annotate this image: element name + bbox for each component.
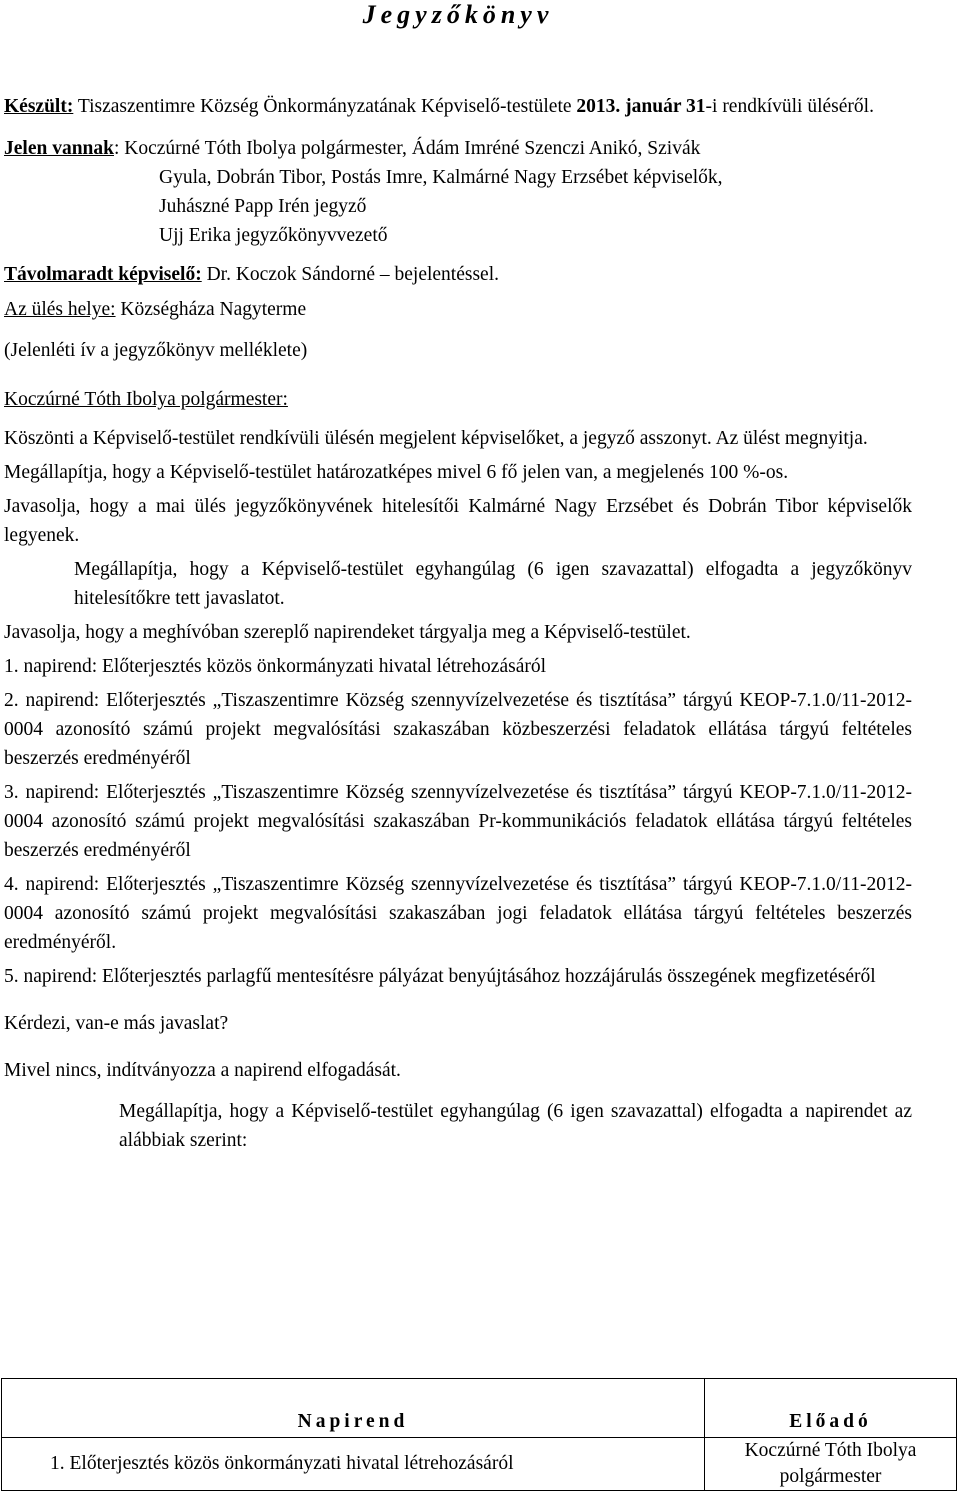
- header-napirend: Napirend: [2, 1379, 705, 1438]
- absent-paragraph: Távolmaradt képviselő: Dr. Koczok Sándorné – bejelentéssel.: [4, 264, 500, 285]
- paragraph-question: Kérdezi, van-e más javaslat?: [4, 1013, 229, 1034]
- table-header-row: [2, 1379, 957, 1438]
- paragraph-authenticators-decision: Megállapítja, hogy a Képviselő-testület egyhangúlag (6 igen szavazattal) elfogadta a jegyzőkönyv hitelesítőkre tett javaslatot.: [74, 559, 912, 609]
- keszult-label: Készült:: [4, 96, 74, 117]
- header-eloado: Előadó: [705, 1379, 957, 1438]
- agenda-item-5: 5. napirend: Előterjesztés parlagfű mentesítésre pályázat benyújtásához hozzájárulás összegének megfizetéséről: [4, 966, 876, 987]
- agenda-table: [1, 1378, 957, 1491]
- agenda-item-2: 2. napirend: Előterjesztés „Tiszaszentimre Község szennyvízelvezetése és tisztítása” tárgyú KEOP-7.1.0/11-2012-0004 azonosító számú projekt megvalósítási szakaszában közbeszerzési feladatok ellátása tárgyú feltételes beszerzés eredményéről: [4, 690, 912, 769]
- keszult-paragraph: Készült: Tiszaszentimre Község Önkormányzatának Képviselő-testülete 2013. január 31-i rendkívüli üléséről.: [4, 96, 874, 117]
- attendees-paragraph: Jelen vannak: Koczúrné Tóth Ibolya polgármester, Ádám Imréné Szenczi Anikó, Szivák: [4, 138, 701, 159]
- table-row: [2, 1438, 957, 1491]
- paragraph-authenticators: Javasolja, hogy a mai ülés jegyzőkönyvének hitelesítői Kalmárné Nagy Erzsébet és Dobrán Tibor képviselők legyenek.: [4, 496, 912, 546]
- paragraph-motion: Mivel nincs, indítványozza a napirend elfogadását.: [4, 1060, 401, 1081]
- absent-label: Távolmaradt képviselő:: [4, 264, 202, 285]
- paragraph-quorum: Megállapítja, hogy a Képviselő-testület határozatképes mivel 6 fő jelen van, a megjelenés 100 %-os.: [4, 462, 789, 483]
- table-cell-item: 1. Előterjesztés közös önkormányzati hivatal létrehozásáról: [2, 1438, 705, 1491]
- document-title: Jegyzőkönyv: [362, 0, 554, 29]
- table-cell-presenter: Koczúrné Tóth Ibolya polgármester: [705, 1438, 957, 1491]
- speaker-heading: Koczúrné Tóth Ibolya polgármester:: [4, 389, 288, 410]
- venue-label: Az ülés helye:: [4, 299, 116, 320]
- paragraph-agenda-proposal: Javasolja, hogy a meghívóban szereplő napirendeket tárgyalja meg a Képviselő-testület.: [4, 622, 691, 643]
- paragraph-agenda-decision: Megállapítja, hogy a Képviselő-testület egyhangúlag (6 igen szavazattal) elfogadta a napirendet az alábbiak szerint:: [119, 1101, 912, 1151]
- agenda-item-3: 3. napirend: Előterjesztés „Tiszaszentimre Község szennyvízelvezetése és tisztítása” tárgyú KEOP-7.1.0/11-2012-0004 azonosító számú projekt megvalósítási szakaszában Pr-kommunikációs feladatok ellátása tárgyú feltételes beszerzés eredményéről: [4, 782, 912, 861]
- session-date: 2013. január 31: [576, 96, 706, 117]
- paragraph-greeting: Köszönti a Képviselő-testület rendkívüli ülésén megjelent képviselőket, a jegyző asszonyt. Az ülést megnyitja.: [4, 428, 868, 449]
- attendance-note: (Jelenléti ív a jegyzőkönyv melléklete): [4, 340, 308, 361]
- agenda-item-4: 4. napirend: Előterjesztés „Tiszaszentimre Község szennyvízelvezetése és tisztítása” tárgyú KEOP-7.1.0/11-2012-0004 azonosító számú projekt megvalósítási szakaszában jogi feladatok ellátása tárgyú feltételes beszerzés eredményéről.: [4, 874, 912, 953]
- attendees-label: Jelen vannak: [4, 138, 114, 159]
- agenda-item-1: 1. napirend: Előterjesztés közös önkormányzati hivatal létrehozásáról: [4, 656, 547, 677]
- document-page: Jegyzőkönyv Készült: Tiszaszentimre Község Önkormányzatának Képviselő-testülete 2013. január 31-i rendkívüli üléséről. Jelen vannak: Koczúrné Tóth Ibolya polgármester, Ádám Imréné Szenczi Anikó, Szivák Gyula, Dobrán Tibor, Postás Imre, Kalmárné Nagy Erzsébet képviselők, Juhászné Papp Irén jegyző Ujj Erika jegyzőkönyvvezető Távolmaradt képviselő: Dr. Koczok Sándorné – bejelentéssel. Az ülés helye: Községháza Nagyterme (Jelenléti ív a jegyzőkönyv melléklete) Koczúrné Tóth Ibolya polgármester: Köszönti a Képviselő-testület rendkívüli ülésén megjelent képviselőket, a jegyző asszonyt. Az ülést megnyitja. Megállapítja, hogy a Képviselő-testület határozatképes mivel 6 fő jelen van, a megjelenés 100 %-os. Javasolja, hogy a mai ülés jegyzőkönyvének hitelesítői Kalmárné Nagy Erzsébet és Dobrán Tibor képviselők legyenek. Megállapítja, hogy a Képviselő-testület egyhangúlag (6 igen szavazattal) elfogadta a jegyzőkönyv hitelesítőkre tett javaslatot. Javasolja, hogy a meghívóban szereplő napirendeket tárgyalja meg a Képviselő-testület. 1. napirend: Előterjesztés közös önkormányzati hivatal létrehozásáról 2. napirend: Előterjesztés „Tiszaszentimre Község szennyvízelvezetése és tisztítása” tárgyú KEOP-7.1.0/11-2012-0004 azonosító számú projekt megvalósítási szakaszában közbeszerzési feladatok ellátása tárgyú feltételes beszerzés eredményéről 3. napirend: Előterjesztés „Tiszaszentimre Község szennyvízelvezetése és tisztítása” tárgyú KEOP-7.1.0/11-2012-0004 azonosító számú projekt megvalósítási szakaszában Pr-kommunikációs feladatok ellátása tárgyú feltételes beszerzés eredményéről 4. napirend: Előterjesztés „Tiszaszentimre Község szennyvízelvezetése és tisztítása” tárgyú KEOP-7.1.0/11-2012-0004 azonosító számú projekt megvalósítási szakaszában jogi feladatok ellátása tárgyú feltételes beszerzés eredményéről. 5. napirend: Előterjesztés parlagfű mentesítésre pályázat benyújtásához hozzájárulás összegének megfizetéséről Kérdezi, van-e más javaslat? Mivel nincs, indítványozza a napirend elfogadását. Megállapítja, hogy a Képviselő-testület egyhangúlag (6 igen szavazattal) elfogadta a napirendet az alábbiak szerint:: [4, 0, 912, 1155]
- venue-paragraph: Az ülés helye: Községháza Nagyterme: [4, 299, 307, 320]
